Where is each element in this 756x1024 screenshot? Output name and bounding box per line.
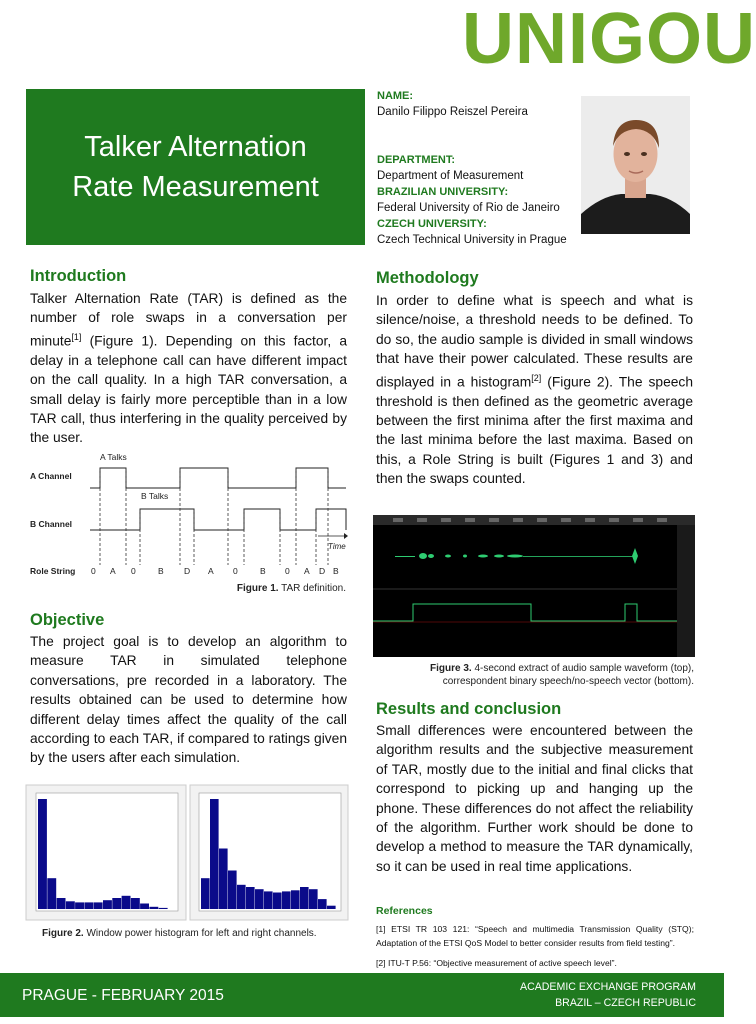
histogram-bar xyxy=(38,799,47,909)
poster-title-line1: Talker Alternation xyxy=(84,131,307,163)
role-string-label: Role String xyxy=(30,566,76,576)
reference-2: [2] ITU-T P.56: “Objective measurement of active speech level”. xyxy=(376,958,617,968)
role-7: B xyxy=(260,566,266,576)
poster-title-line2: Rate Measurement xyxy=(72,171,319,203)
methodology-heading: Methodology xyxy=(376,269,479,287)
czech-university-value: Czech Technical University in Prague xyxy=(377,234,567,246)
methodology-text-a: In order to define what is speech and what is silence/noise, a threshold needs to be defined. To do so, the audio sample is divided in small windows that have their power calculated. These results are displayed in a histogram xyxy=(376,293,693,390)
time-arrow-head xyxy=(344,533,348,539)
role-6: 0 xyxy=(233,566,238,576)
author-photo xyxy=(581,96,690,234)
methodology-ref: [2] xyxy=(531,372,542,383)
histogram-bar xyxy=(159,908,168,909)
figure3-caption-line1: 4-second extract of audio sample waveform (top), xyxy=(471,663,694,674)
brazil-university-value: Federal University of Rio de Janeiro xyxy=(377,202,560,214)
footer-program-line2: BRAZIL – CZECH REPUBLIC xyxy=(555,997,696,1009)
histogram-bar xyxy=(75,902,84,909)
logo-text: UNIGOU xyxy=(462,0,756,79)
histogram-bar xyxy=(149,907,158,909)
histogram-bar xyxy=(219,849,228,910)
histogram-bar xyxy=(122,896,131,909)
histogram-bar xyxy=(327,906,336,909)
histogram-bar xyxy=(309,889,318,909)
objective-heading: Objective xyxy=(30,611,105,629)
figure3-caption xyxy=(430,662,694,688)
methodology-text-b: (Figure 2). The speech threshold is then defined as the geometric average between the first minima after the first maxima and the last minima before the last maxima. Based on this, a Role String is built (Figures 1 and 3) and then the swaps counted. xyxy=(376,374,693,487)
transition-guides xyxy=(100,468,328,565)
reference-1: [1] ETSI TR 103 121: “Speech and multimedia Transmission Quality (STQ); Adaptation of the ETSI QoS Model to better consider results from field testing”. xyxy=(376,924,694,948)
histogram-bar xyxy=(84,902,93,909)
role-9: A xyxy=(304,566,310,576)
histogram-bar xyxy=(47,878,56,909)
figure2-histograms xyxy=(26,785,348,920)
introduction-heading: Introduction xyxy=(30,267,127,285)
introduction-text-b: (Figure 1). Depending on this factor, a delay in a telephone call can have different impact on the call quality. In a high TAR conversation, a small delay is fairly more perceptible than in a low TAR call, thus interfering in the quality perceived by the user. xyxy=(30,333,347,446)
histogram-bar xyxy=(246,887,255,909)
name-label: NAME: xyxy=(377,90,414,102)
unigou-logo xyxy=(462,0,756,79)
histogram-bar xyxy=(94,902,103,909)
b-channel-waveform xyxy=(90,509,346,530)
footer-program-line1: ACADEMIC EXCHANGE PROGRAM xyxy=(520,981,696,993)
role-10: D xyxy=(319,566,326,576)
histogram-bar xyxy=(201,878,210,909)
histogram-bar xyxy=(273,893,282,910)
role-4: D xyxy=(184,566,191,576)
histogram-bar xyxy=(210,799,219,909)
results-heading: Results and conclusion xyxy=(376,700,562,718)
figure3-caption-line2: correspondent binary speech/no-speech vector (bottom). xyxy=(442,676,694,687)
figure3-caption-label: Figure 3. xyxy=(429,663,472,674)
footer-program xyxy=(520,979,696,1011)
a-talks-label: A Talks xyxy=(100,452,127,462)
histogram-bar xyxy=(66,901,75,909)
histogram-bar xyxy=(112,898,121,909)
role-5: A xyxy=(208,566,214,576)
figure2-caption-label: Figure 2. xyxy=(42,928,84,939)
role-1: A xyxy=(110,566,116,576)
czech-university-label: CZECH UNIVERSITY: xyxy=(377,218,487,230)
a-channel-waveform xyxy=(90,468,346,488)
department-label: DEPARTMENT: xyxy=(377,154,456,166)
histogram-bar xyxy=(228,871,237,910)
footer-location-date: PRAGUE - FEBRUARY 2015 xyxy=(22,987,224,1004)
figure2-caption-text: Window power histogram for left and right channels. xyxy=(83,928,317,939)
time-label: Time xyxy=(328,542,346,551)
figure3-waveform xyxy=(373,515,695,657)
histogram-bar xyxy=(282,891,291,909)
figure1-tar-diagram xyxy=(28,450,348,595)
binary-speech-vector xyxy=(373,604,677,621)
histogram-bar xyxy=(264,891,273,909)
results-text: Small differences were encountered between the algorithm results and the subjective measurement of TAR, mostly due to the initial and final clicks that correspond to picking up and hanging up the phone. These differences do not affect the reliability of the algorithm. Further work should be done to develop a method to measure the TAR dynamically, so it can be used in real time applications. xyxy=(376,723,693,874)
histogram-bar xyxy=(103,900,112,909)
author-info xyxy=(377,88,587,248)
references-heading: References xyxy=(376,905,433,917)
figure1-caption xyxy=(237,583,346,594)
introduction-text xyxy=(30,289,347,448)
role-2: 0 xyxy=(131,566,136,576)
brazil-university-label: BRAZILIAN UNIVERSITY: xyxy=(377,186,509,198)
introduction-text-a: Talker Alternation Rate (TAR) is defined as the number of role swaps in a conversation per minute xyxy=(30,291,347,349)
b-channel-label: B Channel xyxy=(30,519,73,529)
references xyxy=(376,905,694,970)
a-channel-label: A Channel xyxy=(30,471,72,481)
figure2-caption xyxy=(42,928,317,939)
histogram-bar xyxy=(255,889,264,909)
figure1-caption-label: Figure 1. xyxy=(236,583,279,594)
b-talks-label: B Talks xyxy=(141,491,169,501)
histogram-bar xyxy=(318,899,327,909)
histogram-bar xyxy=(140,904,149,910)
histogram-bar xyxy=(291,890,300,909)
role-3: B xyxy=(158,566,164,576)
author-name: Danilo Filippo Reiszel Pereira xyxy=(377,106,528,118)
histogram-bar xyxy=(131,898,140,909)
role-11: B xyxy=(333,566,339,576)
role-8: 0 xyxy=(285,566,290,576)
histogram-bar xyxy=(57,898,66,909)
methodology-text xyxy=(376,291,693,489)
introduction-ref: [1] xyxy=(71,331,82,342)
figure1-caption-text: TAR definition. xyxy=(278,583,346,594)
histogram-bar xyxy=(300,887,309,909)
role-0: 0 xyxy=(91,566,96,576)
objective-text: The project goal is to develop an algorithm to measure TAR in simulated telephone conversations, pre recorded in a laboratory. The results obtained can be used to determine how different delay times affect the quality of the call according to each TAR, if compared to ratings given by the users after each simulation. xyxy=(30,634,347,766)
audio-waveform xyxy=(395,548,638,564)
histogram-bar xyxy=(237,885,246,909)
poster-title-box xyxy=(26,89,365,245)
poster-title xyxy=(72,127,319,207)
department-value: Department of Measurement xyxy=(377,170,524,182)
